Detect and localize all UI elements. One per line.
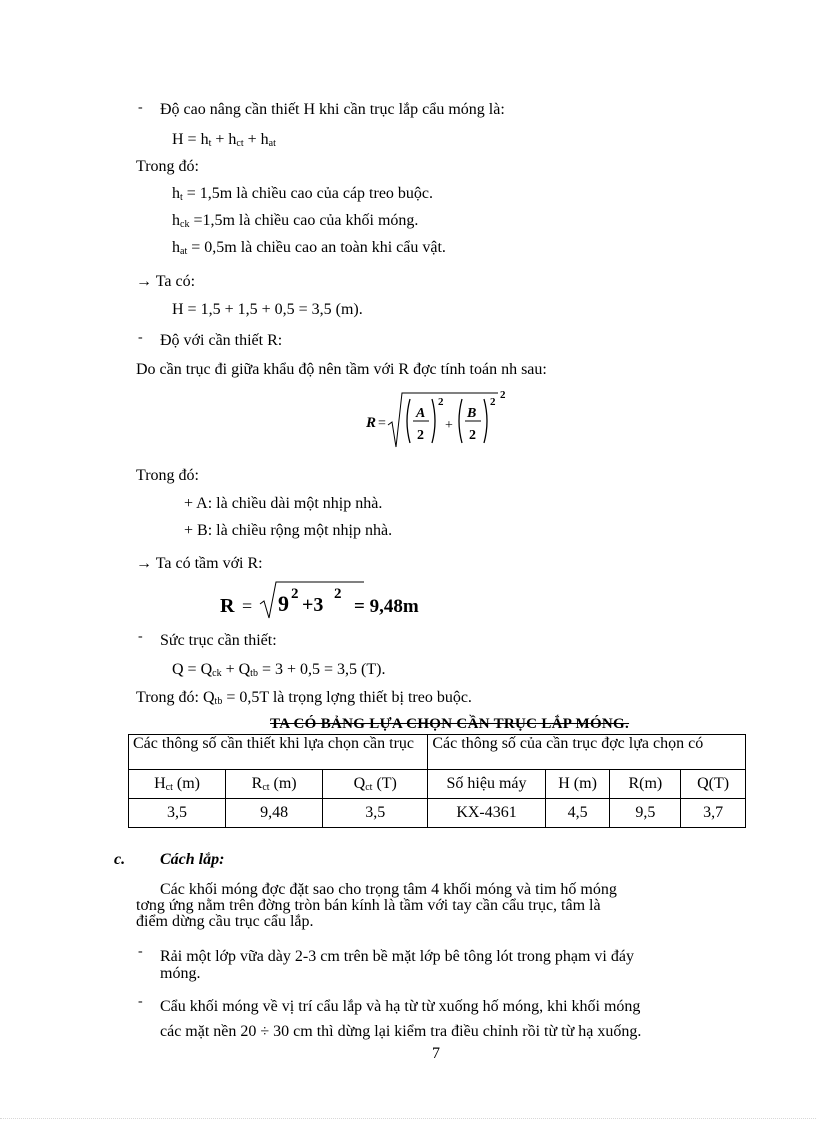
text-line: $h_t = 1,5m$ là chiều cao của cáp treo buộc. [172,185,434,203]
bullet-mark: - [138,994,143,1009]
paragraph-line: điểm dừng cầu trục cẩu lắp. [136,913,314,930]
text-line: → Ta có tầm với R: [136,555,263,572]
formula-q: $Q = Q_{ck} + Q_{tb} = 3 + 0,5 = 3,5$ (T). [172,661,386,679]
page-divider [0,1118,816,1119]
formula-a: A [416,406,426,421]
formula-nine: 9 [278,591,289,616]
formula-result: = 9,48m [354,596,419,617]
crane-selection-table [128,734,746,828]
table-header-cell: R(m) [610,770,681,799]
table-header-cell: H (m) [545,770,610,799]
text-line: + A: là chiều dài một nhịp nhà. [184,495,383,512]
formula-exp: 2 [334,586,342,602]
formula-exp: 2 [490,396,496,408]
paragraph-line: các mặt nền 20 ÷ 30 cm thì dừng lại kiểm tra điều chỉnh rồi từ từ hạ xuống. [160,1023,642,1040]
table-header-cell: $R_{ct}$ (m) [226,770,323,799]
text-line: Do cần trục đi giữa khẩu độ nên tầm với R đợc tính toán nh sau: [136,361,547,378]
text-line: Trong đó: [136,467,199,484]
paragraph-line: tơng ứng nằm trên đờng tròn bán kính là tầm với tay cần cẩu trục, tâm là [136,897,601,914]
table-header-cell: $H_{ct}$ (m) [129,770,226,799]
formula-r-symbol: R [366,415,377,431]
table-cell: KX-4361 [428,799,545,828]
formula-exp: 2 [500,389,506,401]
table-header-cell: Số hiệu máy [428,770,545,799]
table-cell: 9,48 [226,799,323,828]
section-title: Cách lắp: [160,851,225,868]
bullet-mark: - [138,944,143,959]
formula-exp: 2 [438,396,444,408]
text-line: Độ với cần thiết R: [160,332,283,349]
table-cell: 3,5 [129,799,226,828]
formula-plus-three: +3 [302,594,324,616]
table-header-cell: Q(T) [681,770,746,799]
text-line: Trong đó: [136,158,199,175]
formula-exp: 2 [291,586,299,602]
table-group-selected: Các thông số của cần trục đợc lựa chọn có [428,735,746,770]
formula-eq: = [242,596,253,616]
section-label: c. [114,851,126,868]
text-line: → Ta có: [136,273,196,290]
text-line: Sức trục cần thiết: [160,632,277,649]
page-number: 7 [432,1045,440,1062]
paragraph-line: Các khối móng đợc đặt sao cho trọng tâm 4 khối móng và tim hố móng [160,881,617,898]
text-line: Trong đó: $Q_{tb} = 0,5T$ là trọng lợng thiết bị treo buộc. [136,689,472,707]
formula-r-general [360,385,510,455]
bullet-mark: - [138,330,143,345]
paragraph-line: móng. [160,965,201,982]
formula-plus: + [445,418,453,433]
formula-r-symbol: R [220,595,235,617]
table-header-cell: $Q_{ct}$ (T) [323,770,428,799]
bullet-mark: - [138,100,143,115]
table-group-required: Các thông số cần thiết khi lựa chọn cần trục [129,735,428,770]
table-cell: 3,7 [681,799,746,828]
formula-h: $H = h_t + h_{ct} + h_{at}$ [172,131,276,149]
text-line: H = 1,5 + 1,5 + 0,5 = 3,5 (m). [172,301,363,318]
paragraph-line: Cẩu khối móng về vị trí cẩu lắp và hạ từ từ xuống hố móng, khi khối móng [160,998,641,1015]
formula-eq: = [378,416,386,431]
formula-two: 2 [417,428,424,443]
formula-two: 2 [469,428,476,443]
table-cell: 3,5 [323,799,428,828]
text-line: + B: là chiều rộng một nhịp nhà. [184,522,393,539]
formula-r-result [218,578,448,622]
bullet-mark: - [138,629,143,644]
table-cell: 9,5 [610,799,681,828]
text-line: Độ cao nâng cần thiết H khi cần trục lắp cẩu móng là: [160,101,505,118]
formula-b: B [467,406,477,421]
paragraph-line: Rải một lớp vữa dày 2-3 cm trên bề mặt lớp bê tông lót trong phạm vi đáy [160,948,634,965]
table-cell: 4,5 [545,799,610,828]
text-line: $h_{ck} =1,5m$ là chiều cao của khối móng. [172,212,419,230]
table-caption: TA CÓ BẢNG LỰA CHỌN CẦN TRỤC LẮP MÓNG. [270,716,630,732]
text-line: $h_{at} = 0,5m$ là chiều cao an toàn khi cẩu vật. [172,239,446,257]
